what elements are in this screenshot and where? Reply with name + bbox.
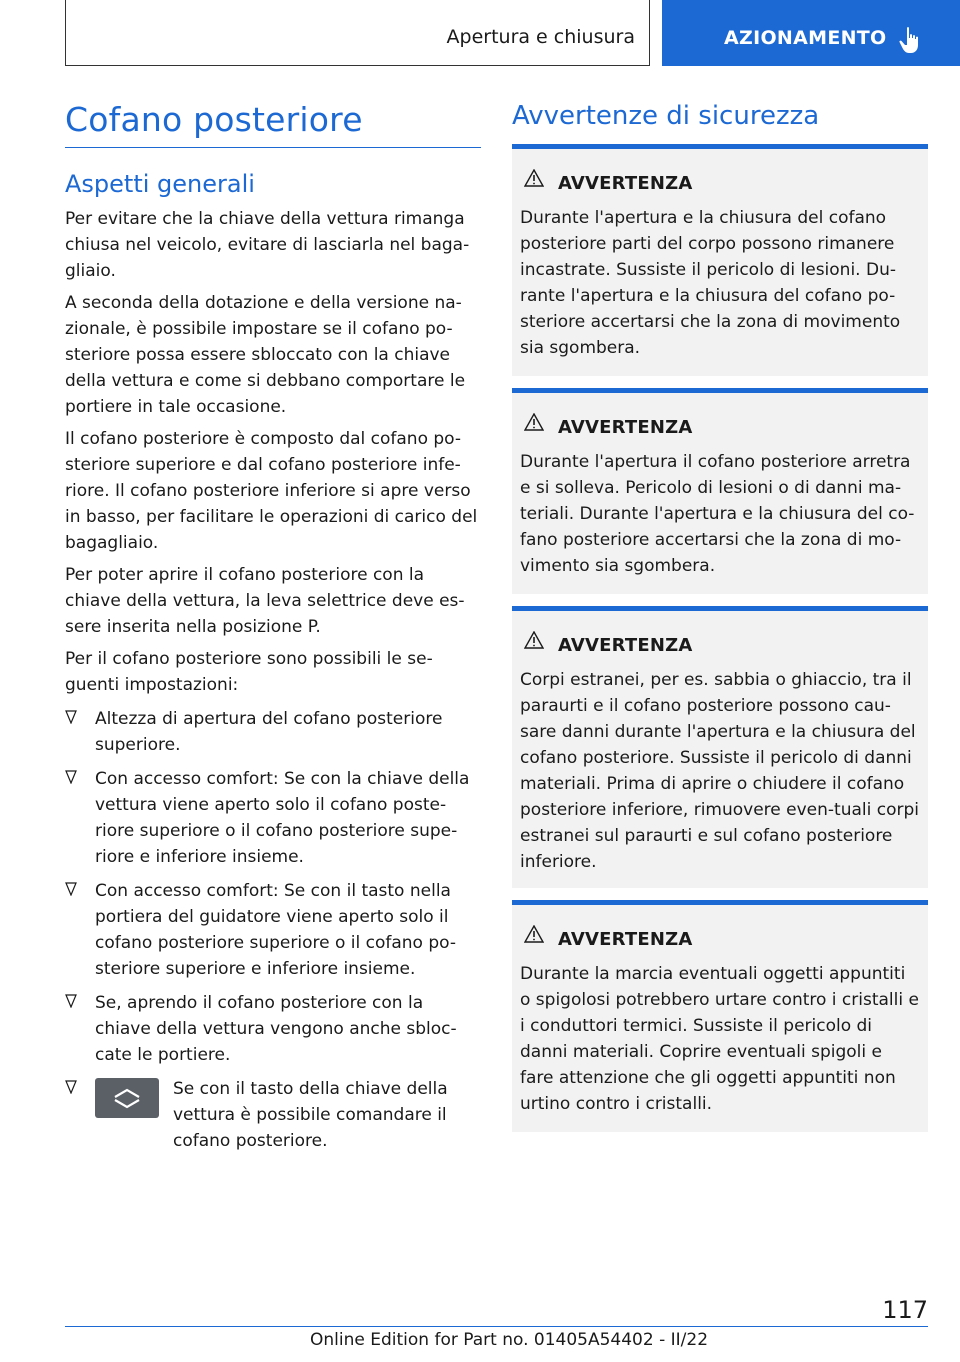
paragraph: Per evitare che la chiave della vettura rimanga chiusa nel veicolo, evitare di lasciarla nel baga-gliaio. xyxy=(65,209,470,281)
header-chapter-tab xyxy=(662,0,960,66)
warning-triangle-icon xyxy=(524,925,544,943)
section-title: Avvertenze di sicurezza xyxy=(512,101,820,131)
page-header xyxy=(0,0,960,66)
triangle-bullet-icon xyxy=(65,710,77,724)
list-item-text: Con accesso comfort: Se con la chiave della vettura viene aperto solo il cofano poste-riore superiore o il cofano posteriore supe-riore e inferiore insieme. xyxy=(95,769,470,867)
paragraph: Il cofano posteriore è composto dal cofano po-steriore superiore e dal cofano posteriore infe-riore. Il cofano posteriore inferiore si apre verso in basso, per facilitare le operazioni di carico del bagagliaio. xyxy=(65,429,478,553)
warning-box xyxy=(512,900,928,1132)
paragraph: Per poter aprire il cofano posteriore con la chiave della vettura, la leva selettrice deve es-sere inserita nella posizione P. xyxy=(65,565,465,637)
edition-footer: Online Edition for Part no. 01405A54402 - II/22 xyxy=(310,1330,709,1350)
section-subtitle: Aspetti generali xyxy=(65,170,255,198)
triangle-bullet-icon xyxy=(65,770,77,784)
header-section-title: Apertura e chiusura xyxy=(446,26,635,48)
warning-label: AVVERTENZA xyxy=(558,173,693,194)
warning-box xyxy=(512,606,928,888)
warning-text: Durante la marcia eventuali oggetti appuntiti o spigolosi potrebbero urtare contro i cristalli e i conduttori termici. Sussiste il pericolo di danni materiali. Coprire eventuali spigoli e fare attenzione che gli oggetti appuntiti non urtino contro i cristalli. xyxy=(520,964,919,1114)
paragraph: A seconda della dotazione e della versione na-zionale, è possibile impostare se il cofano po-steriore possa essere sbloccato con la chiave della vettura e come si debbano comportare le portiere in tale occasione. xyxy=(65,293,466,417)
list-item xyxy=(65,878,481,982)
settings-list xyxy=(65,706,481,1160)
list-item-text: Altezza di apertura del cofano posteriore superiore. xyxy=(95,709,443,755)
list-item-text: Se con il tasto della chiave della vettura è possibile comandare il cofano posteriore. xyxy=(173,1079,448,1151)
warning-text: Durante l'apertura il cofano posteriore arretra e si solleva. Pericolo di lesioni o di danni ma-teriali. Durante l'apertura e la chiusura del co-fano posteriore accertarsi che la zona di mo-vimento sia sgombera. xyxy=(520,452,915,576)
warning-label: AVVERTENZA xyxy=(558,929,693,950)
list-item-text: Con accesso comfort: Se con il tasto nella portiera del guidatore viene aperto solo il cofano posteriore superiore o il cofano po-steriore superiore e inferiore insieme. xyxy=(95,881,456,979)
header-chapter-label: AZIONAMENTO xyxy=(724,27,887,49)
warning-triangle-icon xyxy=(524,169,544,187)
left-column xyxy=(65,96,481,1168)
paragraph: Per il cofano posteriore sono possibili le se-guenti impostazioni: xyxy=(65,649,433,695)
footer-divider xyxy=(65,1326,928,1327)
list-item xyxy=(65,706,481,758)
warning-text: Durante l'apertura e la chiusura del cofano posteriore parti del corpo possono rimanere incastrate. Sussiste il pericolo di lesioni. Du-rante l'apertura e la chiusura del cofano po-steriore accertarsi che la zona di movimento sia sgombera. xyxy=(520,208,901,358)
hand-pointer-icon xyxy=(898,26,924,54)
tailgate-key-button-icon xyxy=(95,1078,159,1118)
warning-text: Corpi estranei, per es. sabbia o ghiaccio, tra il paraurti e il cofano posteriore possono cau-sare danni durante l'apertura e la chiusura del cofano posteriore. Sussiste il pericolo di danni materiali. Prima di aprire o chiudere il cofano posteriore inferiore, rimuovere even-tuali corpi estranei sul paraurti e sul cofano posteriore inferiore. xyxy=(520,670,919,872)
list-item xyxy=(65,990,481,1068)
triangle-bullet-icon xyxy=(65,882,77,896)
warning-triangle-icon xyxy=(524,631,544,649)
triangle-bullet-icon xyxy=(65,994,77,1008)
page-title: Cofano posteriore xyxy=(65,96,481,148)
warning-label: AVVERTENZA xyxy=(558,417,693,438)
list-item-key xyxy=(65,1076,481,1160)
header-section-box xyxy=(65,0,650,66)
list-item-text: Se, aprendo il cofano posteriore con la chiave della vettura vengono anche sbloc-cate le portiere. xyxy=(95,993,457,1065)
list-item xyxy=(65,766,481,870)
right-column xyxy=(512,96,928,1132)
warning-triangle-icon xyxy=(524,413,544,431)
warning-box xyxy=(512,144,928,376)
page-number: 117 xyxy=(882,1296,928,1324)
warning-label: AVVERTENZA xyxy=(558,635,693,656)
triangle-bullet-icon xyxy=(65,1080,77,1094)
warning-box xyxy=(512,388,928,594)
